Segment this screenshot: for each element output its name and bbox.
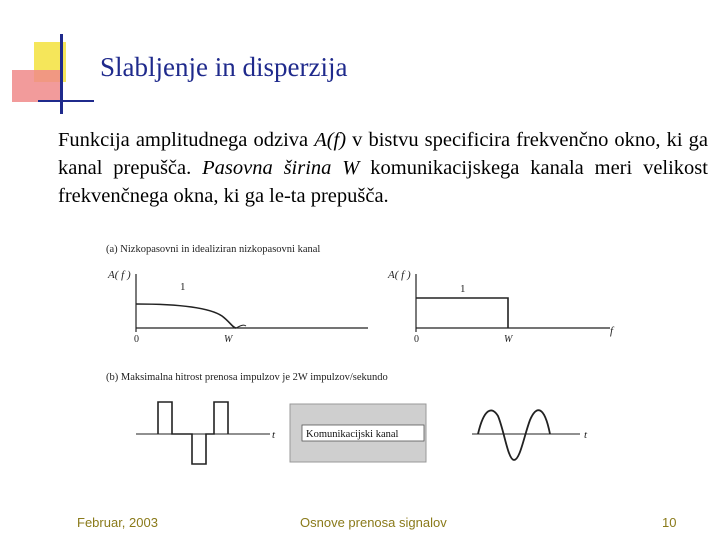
right-f-label: f [610, 325, 614, 337]
right-one-label: 1 [460, 283, 466, 295]
caption-b: (b) Maksimalna hitrost prenosa impulzov je 2W impulzov/sekundo [106, 372, 388, 383]
left-one-label: 1 [180, 281, 186, 293]
left-origin-label: 0 [134, 334, 139, 345]
slide-title: Slabljenje in disperzija [100, 52, 348, 82]
input-pulses [158, 402, 228, 464]
footer-subject: Osnove prenosa signalov [300, 515, 447, 530]
paragraph-af: A(f) [314, 129, 347, 151]
channel-label: Komunikacijski kanal [306, 429, 399, 440]
right-ideal-response [416, 298, 508, 328]
t-right-label: t [584, 429, 588, 441]
left-ylabel: A( f ) [108, 269, 131, 281]
right-origin-label: 0 [414, 334, 419, 345]
logo-horizontal-bar [38, 100, 94, 102]
slide-paragraph [58, 126, 708, 210]
caption-a: (a) Nizkopasovni in idealiziran nizkopasovni kanal [106, 244, 321, 255]
channel-figure [100, 236, 620, 476]
right-w-label: W [504, 334, 513, 345]
output-waveform [478, 410, 550, 460]
footer-date: Februar, 2003 [77, 515, 158, 530]
paragraph-part-1: Funkcija amplitudnega odziva [58, 129, 315, 151]
right-ylabel: A( f ) [388, 269, 411, 281]
paragraph-part-3: komunikacijskega kanala meri velikost frekvenčnega okna, ki ga le-ta prepušča. [58, 157, 708, 207]
left-response-curve [136, 304, 236, 328]
t-left-label: t [272, 429, 276, 441]
logo-red-square [12, 70, 60, 102]
slide-logo [0, 0, 100, 120]
left-w-label: W [224, 334, 233, 345]
paragraph-pasovna: Pasovna širina W [202, 157, 360, 179]
paragraph-part-2: v bistvu specificira frekvenčno okno, ki ga kanal prepušča. [58, 129, 708, 179]
footer-page-number: 10 [662, 515, 677, 530]
